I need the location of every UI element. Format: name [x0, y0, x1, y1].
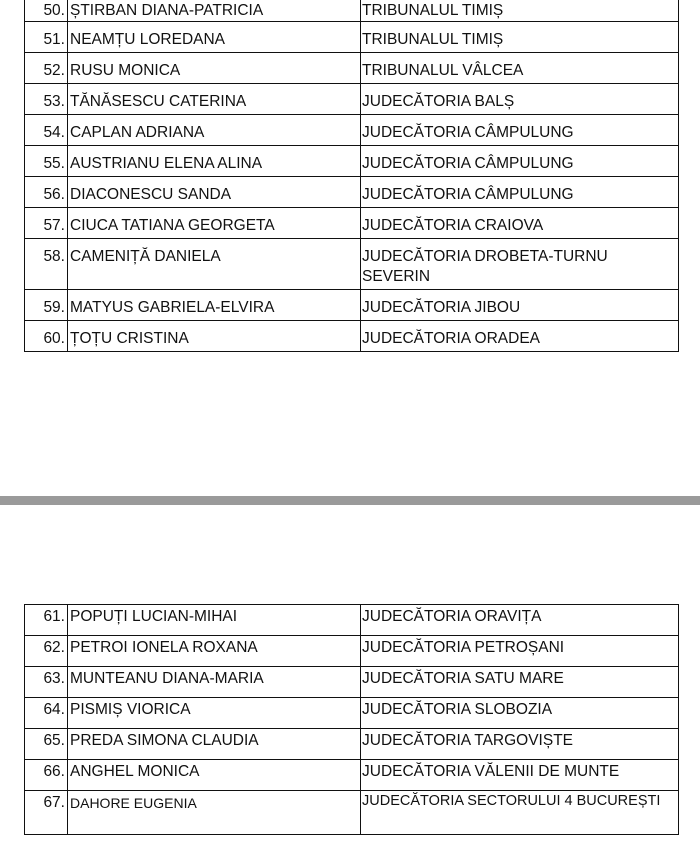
- table-row: [25, 0, 679, 22]
- person-name: PISMIȘ VIORICA: [68, 698, 361, 729]
- table-row: [25, 22, 679, 53]
- table-row: [25, 667, 679, 698]
- court-name: JUDECĂTORIA DROBETA-TURNU SEVERIN: [361, 239, 679, 290]
- row-number: 53.: [25, 84, 68, 115]
- table-row: [25, 53, 679, 84]
- court-name: JUDECĂTORIA CRAIOVA: [361, 208, 679, 239]
- person-name: AUSTRIANU ELENA ALINA: [68, 146, 361, 177]
- person-name: CAPLAN ADRIANA: [68, 115, 361, 146]
- page-separator: [0, 496, 700, 505]
- court-name: JUDECĂTORIA CÂMPULUNG: [361, 177, 679, 208]
- row-number: 56.: [25, 177, 68, 208]
- court-name: JUDECĂTORIA SATU MARE: [361, 667, 679, 698]
- court-name: JUDECĂTORIA CÂMPULUNG: [361, 146, 679, 177]
- person-name: MUNTEANU DIANA-MARIA: [68, 667, 361, 698]
- person-name: PETROI IONELA ROXANA: [68, 636, 361, 667]
- row-number: 52.: [25, 53, 68, 84]
- court-name: JUDECĂTORIA TARGOVIȘTE: [361, 729, 679, 760]
- table-row: [25, 636, 679, 667]
- court-name: JUDECĂTORIA ORAVIȚA: [361, 605, 679, 636]
- table-row: [25, 290, 679, 321]
- table-row: [25, 698, 679, 729]
- table-row: [25, 729, 679, 760]
- person-name: CIUCA TATIANA GEORGETA: [68, 208, 361, 239]
- table-row: [25, 605, 679, 636]
- person-name: DIACONESCU SANDA: [68, 177, 361, 208]
- court-name: JUDECĂTORIA SLOBOZIA: [361, 698, 679, 729]
- table-row: [25, 84, 679, 115]
- row-number: 63.: [25, 667, 68, 698]
- court-name: JUDECĂTORIA VĂLENII DE MUNTE: [361, 760, 679, 791]
- person-name: CAMENIȚĂ DANIELA: [68, 239, 361, 290]
- judges-table-page-2: [24, 604, 679, 835]
- court-name: JUDECĂTORIA JIBOU: [361, 290, 679, 321]
- row-number: 59.: [25, 290, 68, 321]
- court-name: TRIBUNALUL VÂLCEA: [361, 53, 679, 84]
- court-name: JUDECĂTORIA SECTORULUI 4 BUCUREȘTI: [361, 791, 679, 835]
- person-name: POPUȚI LUCIAN-MIHAI: [68, 605, 361, 636]
- person-name: MATYUS GABRIELA-ELVIRA: [68, 290, 361, 321]
- court-name: TRIBUNALUL TIMIȘ: [361, 22, 679, 53]
- person-name: DAHORE EUGENIA: [68, 791, 361, 835]
- table-row: [25, 208, 679, 239]
- judges-table-page-1: [24, 0, 679, 352]
- table-row: [25, 760, 679, 791]
- person-name: NEAMȚU LOREDANA: [68, 22, 361, 53]
- row-number: 65.: [25, 729, 68, 760]
- row-number: 51.: [25, 22, 68, 53]
- row-number: 64.: [25, 698, 68, 729]
- court-name: JUDECĂTORIA PETROȘANI: [361, 636, 679, 667]
- row-number: 67.: [25, 791, 68, 835]
- person-name: ȘTIRBAN DIANA-PATRICIA: [68, 0, 361, 22]
- court-name: JUDECĂTORIA CÂMPULUNG: [361, 115, 679, 146]
- row-number: 57.: [25, 208, 68, 239]
- row-number: 62.: [25, 636, 68, 667]
- person-name: PREDA SIMONA CLAUDIA: [68, 729, 361, 760]
- row-number: 66.: [25, 760, 68, 791]
- court-name: JUDECĂTORIA BALȘ: [361, 84, 679, 115]
- table-row: [25, 321, 679, 352]
- row-number: 58.: [25, 239, 68, 290]
- table-row: [25, 791, 679, 835]
- person-name: RUSU MONICA: [68, 53, 361, 84]
- court-name: TRIBUNALUL TIMIȘ: [361, 0, 679, 22]
- table-row: [25, 177, 679, 208]
- row-number: 60.: [25, 321, 68, 352]
- row-number: 55.: [25, 146, 68, 177]
- row-number: 50.: [25, 0, 68, 22]
- person-name: ANGHEL MONICA: [68, 760, 361, 791]
- table-row: [25, 115, 679, 146]
- table-row: [25, 239, 679, 290]
- person-name: TĂNĂSESCU CATERINA: [68, 84, 361, 115]
- table-row: [25, 146, 679, 177]
- row-number: 54.: [25, 115, 68, 146]
- person-name: ȚOȚU CRISTINA: [68, 321, 361, 352]
- row-number: 61.: [25, 605, 68, 636]
- court-name: JUDECĂTORIA ORADEA: [361, 321, 679, 352]
